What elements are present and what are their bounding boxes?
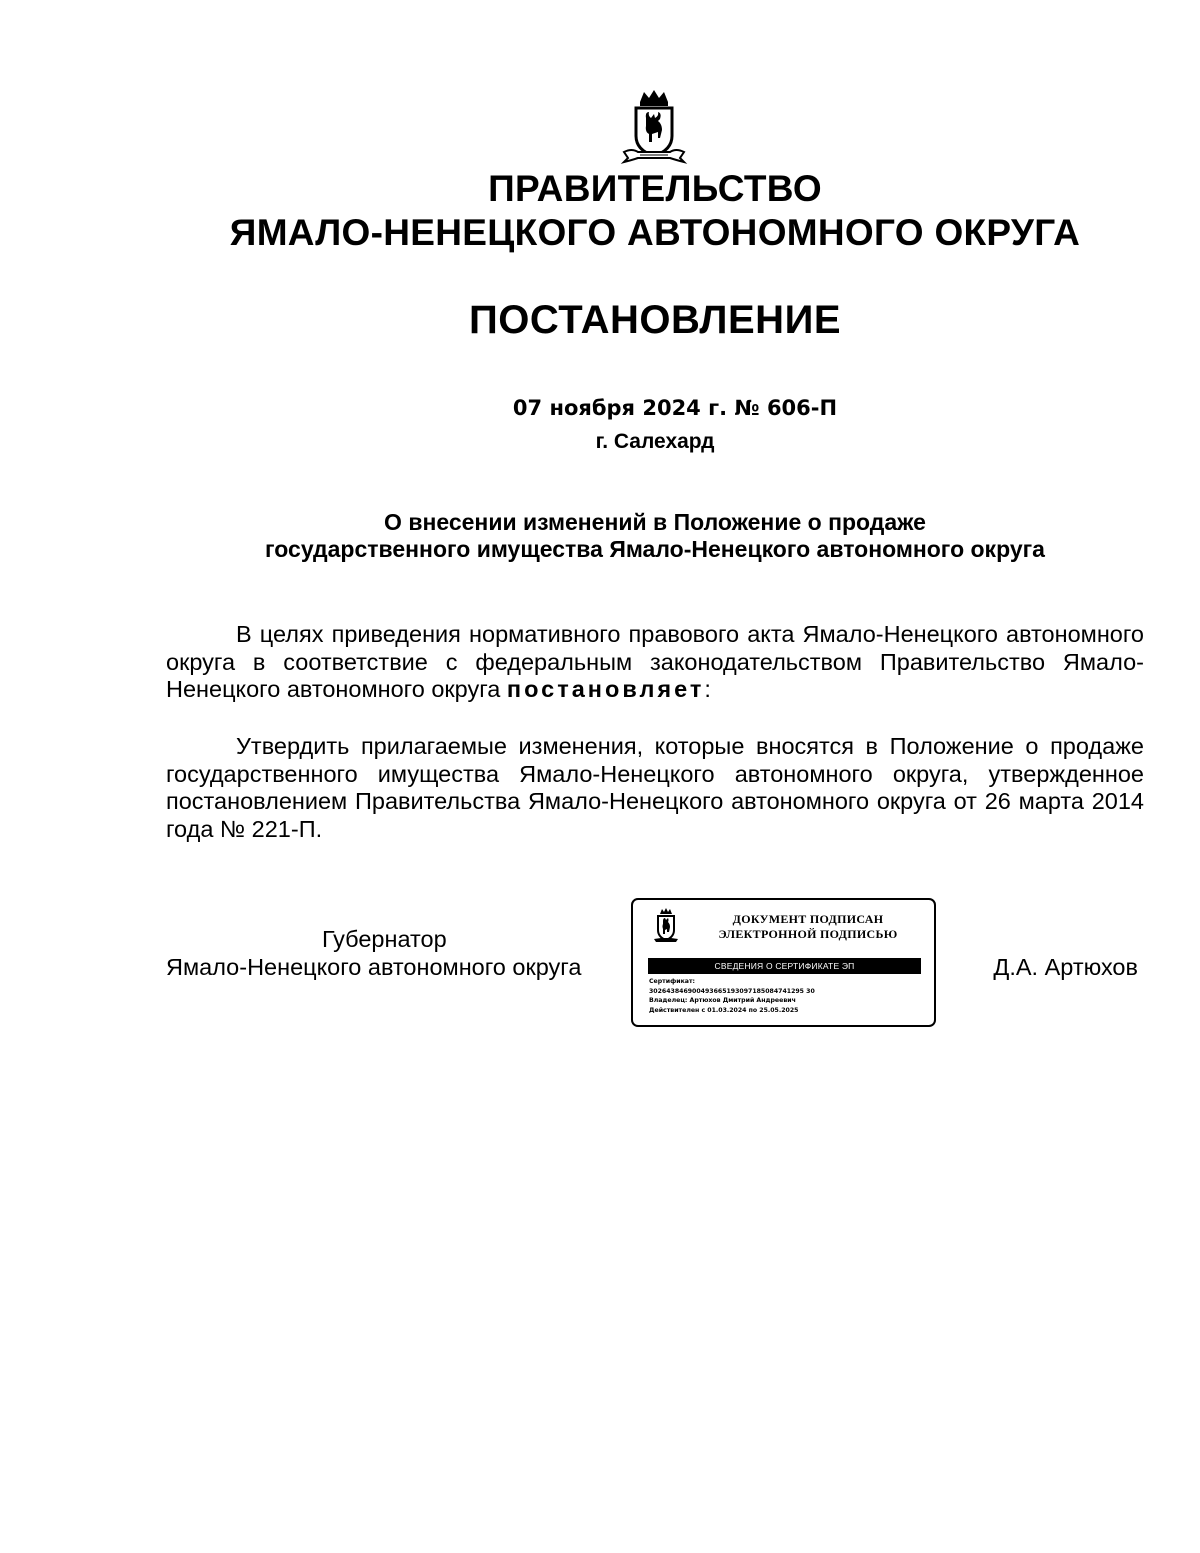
- government-title-line1: ПРАВИТЕЛЬСТВО: [488, 168, 822, 209]
- document-subject: [0, 509, 1200, 563]
- paragraph-resolution: Утвердить прилагаемые изменения, которые вносятся в Положение о продаже государственного имущества Ямало-Ненецкого автономного округа, утвержденное постановлением Правительства Ямало-Ненецкого автономного округа от 26 марта 2014 года № 221-П.: [166, 733, 1144, 842]
- preamble-keyword: постановляет: [506, 676, 705, 702]
- date-number-line: 07 ноября 2024 г. № 606-П: [512, 396, 838, 420]
- stamp-title-line1: ДОКУМЕНТ ПОДПИСАН: [732, 912, 884, 926]
- certificate-info-bar: СВЕДЕНИЯ О СЕРТИФИКАТЕ ЭП: [648, 958, 921, 974]
- position-title: Губернатор: [322, 926, 447, 952]
- document-type-title: ПОСТАНОВЛЕНИЕ: [468, 298, 841, 342]
- certificate-validity: Действителен с 01.03.2024 по 25.05.2025: [649, 1006, 799, 1014]
- preamble-text: В целях приведения нормативного правового акта Ямало-Ненецкого автономного округа в соответствие с федеральным законодательством Правительство Ямало-Ненецкого автономного округа: [166, 621, 1144, 702]
- electronic-signature-stamp: [631, 898, 936, 1027]
- coat-of-arms-small-icon: [653, 908, 679, 944]
- stamp-title-line2: ЭЛЕКТРОННОЙ ПОДПИСЬЮ: [718, 927, 898, 941]
- certificate-details: [649, 977, 929, 1015]
- subject-line1: О внесении изменений в Положение о продаже: [384, 509, 926, 535]
- preamble-colon: :: [704, 676, 711, 702]
- paragraph-preamble: [166, 621, 1144, 704]
- certificate-label: Сертификат:: [649, 978, 695, 985]
- government-title-line2: ЯМАЛО-НЕНЕЦКОГО АВТОНОМНОГО ОКРУГА: [229, 212, 1081, 253]
- signatory-position: [166, 925, 618, 981]
- coat-of-arms-icon: [618, 88, 690, 166]
- position-region: Ямало-Ненецкого автономного округа: [166, 954, 582, 980]
- stamp-title: [693, 912, 923, 942]
- subject-line2: государственного имущества Ямало-Ненецкого автономного округа: [265, 536, 1045, 562]
- city-line: г. Салехард: [595, 430, 715, 453]
- signer-name: Д.А. Артюхов: [993, 954, 1138, 980]
- certificate-owner: Владелец: Артюхов Дмитрий Андреевич: [649, 997, 796, 1004]
- certificate-number: 302643846900493665193097185084741295 30: [649, 987, 815, 995]
